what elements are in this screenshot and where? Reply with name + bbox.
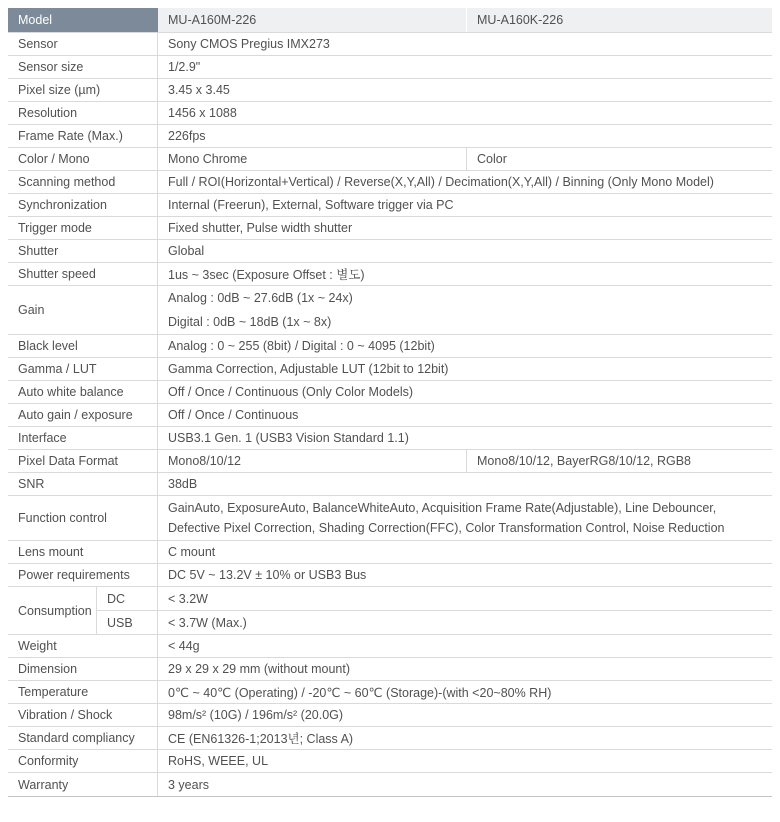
spec-row <box>8 194 772 217</box>
spec-row <box>8 587 772 635</box>
spec-label: Conformity <box>8 750 158 772</box>
spec-label: Color / Mono <box>8 148 158 170</box>
spec-row <box>8 427 772 450</box>
spec-label: Synchronization <box>8 194 158 216</box>
spec-value <box>158 286 772 334</box>
spec-row <box>8 450 772 473</box>
spec-label: Power requirements <box>8 564 158 586</box>
spec-value: Gamma Correction, Adjustable LUT (12bit to 12bit) <box>168 362 449 376</box>
spec-table <box>8 8 772 797</box>
spec-row <box>8 79 772 102</box>
spec-row <box>8 635 772 658</box>
spec-value: Sony CMOS Pregius IMX273 <box>168 37 330 51</box>
spec-row <box>8 125 772 148</box>
spec-label: Scanning method <box>8 171 158 193</box>
spec-value: < 3.2W <box>168 591 208 606</box>
spec-row <box>8 496 772 541</box>
spec-value: 226fps <box>168 129 206 143</box>
spec-row <box>8 148 772 171</box>
spec-value: Color <box>477 152 507 166</box>
spec-value: Global <box>168 244 205 258</box>
spec-label: Interface <box>8 427 158 449</box>
spec-label: Resolution <box>8 102 158 124</box>
header-model-mono: MU-A160M-226 <box>158 8 467 32</box>
spec-label: Gain <box>8 286 158 334</box>
spec-row <box>8 56 772 79</box>
spec-row <box>8 217 772 240</box>
spec-label: Black level <box>8 335 158 357</box>
spec-value: < 3.7W (Max.) <box>168 615 247 630</box>
spec-label: Temperature <box>8 681 158 703</box>
spec-label: Warranty <box>8 773 158 796</box>
spec-value: Fixed shutter, Pulse width shutter <box>168 221 353 235</box>
header-model-label: Model <box>8 8 158 32</box>
spec-label: Shutter <box>8 240 158 262</box>
spec-value: 38dB <box>168 477 198 491</box>
spec-row <box>8 263 772 286</box>
spec-label: Auto gain / exposure <box>8 404 158 426</box>
spec-value: Off / Once / Continuous (Only Color Models) <box>168 385 414 399</box>
spec-value: CE (EN61326-1;2013년; Class A) <box>168 732 354 746</box>
header-model-color: MU-A160K-226 <box>467 8 772 32</box>
spec-value-line: Digital : 0dB ~ 18dB (1x ~ 8x) <box>168 315 332 329</box>
spec-value: Mono8/10/12, BayerRG8/10/12, RGB8 <box>477 454 692 468</box>
consumption-subrow <box>97 587 772 611</box>
spec-row <box>8 171 772 194</box>
spec-value: 1456 x 1088 <box>168 106 237 120</box>
spec-row <box>8 240 772 263</box>
spec-label: Gamma / LUT <box>8 358 158 380</box>
spec-row <box>8 681 772 704</box>
spec-label: Weight <box>8 635 158 657</box>
spec-row <box>8 704 772 727</box>
spec-label: Consumption <box>8 587 97 634</box>
spec-label: Frame Rate (Max.) <box>8 125 158 147</box>
spec-label: Lens mount <box>8 541 158 563</box>
spec-value: 3 years <box>168 777 209 792</box>
spec-label: Standard compliancy <box>8 727 158 749</box>
spec-value: 98m/s² (10G) / 196m/s² (20.0G) <box>168 708 344 722</box>
spec-value: Mono Chrome <box>158 148 467 170</box>
spec-label: Vibration / Shock <box>8 704 158 726</box>
spec-value: RoHS, WEEE, UL <box>168 754 269 768</box>
spec-value: 0℃ ~ 40℃ (Operating) / -20℃ ~ 60℃ (Storage)-(with <20~80% RH) <box>168 685 552 700</box>
spec-value: 29 x 29 x 29 mm (without mount) <box>168 662 351 676</box>
spec-value: Off / Once / Continuous <box>168 408 299 422</box>
spec-label: Auto white balance <box>8 381 158 403</box>
spec-value: GainAuto, ExposureAuto, BalanceWhiteAuto, Acquisition Frame Rate(Adjustable), Line Debouncer, Defective Pixel Correction, Shading Correction(FFC), Color Transformation Control, Noise Reduction <box>168 501 725 535</box>
spec-label: Trigger mode <box>8 217 158 239</box>
consumption-subrow <box>97 611 772 634</box>
spec-value: 1/2.9" <box>168 60 201 74</box>
spec-value: DC 5V ~ 13.2V ± 10% or USB3 Bus <box>168 568 367 582</box>
spec-value: Full / ROI(Horizontal+Vertical) / Reverse(X,Y,All) / Decimation(X,Y,All) / Binning (Only Mono Model) <box>168 175 714 189</box>
spec-label: Dimension <box>8 658 158 680</box>
spec-label: Shutter speed <box>8 263 158 285</box>
spec-row <box>8 473 772 496</box>
spec-row <box>8 727 772 750</box>
spec-row <box>8 750 772 773</box>
spec-row <box>8 102 772 125</box>
spec-row <box>8 564 772 587</box>
spec-row <box>8 335 772 358</box>
spec-value: 3.45 x 3.45 <box>168 83 230 97</box>
spec-label: Pixel Data Format <box>8 450 158 472</box>
spec-label: Sensor size <box>8 56 158 78</box>
consumption-subhead: DC <box>97 587 158 610</box>
consumption-subrows <box>97 587 772 634</box>
spec-row <box>8 358 772 381</box>
spec-value: Analog : 0 ~ 255 (8bit) / Digital : 0 ~ 4095 (12bit) <box>168 339 435 353</box>
spec-row <box>8 404 772 427</box>
spec-value: USB3.1 Gen. 1 (USB3 Vision Standard 1.1) <box>168 431 409 445</box>
spec-rows <box>8 33 772 796</box>
spec-label: SNR <box>8 473 158 495</box>
spec-row <box>8 541 772 564</box>
spec-label: Function control <box>8 496 158 540</box>
spec-label: Pixel size (µm) <box>8 79 158 101</box>
spec-value: Mono8/10/12 <box>158 450 467 472</box>
spec-value: C mount <box>168 545 216 559</box>
spec-value: Internal (Freerun), External, Software trigger via PC <box>168 198 454 212</box>
spec-row <box>8 658 772 681</box>
spec-value: 1us ~ 3sec (Exposure Offset : 별도) <box>168 268 365 282</box>
table-header-row <box>8 8 772 33</box>
spec-row <box>8 33 772 56</box>
spec-row <box>8 773 772 796</box>
spec-row <box>8 286 772 335</box>
spec-row <box>8 381 772 404</box>
spec-value-line: Analog : 0dB ~ 27.6dB (1x ~ 24x) <box>168 291 353 305</box>
spec-value: < 44g <box>168 639 200 653</box>
spec-label: Sensor <box>8 33 158 55</box>
consumption-subhead: USB <box>97 611 158 634</box>
